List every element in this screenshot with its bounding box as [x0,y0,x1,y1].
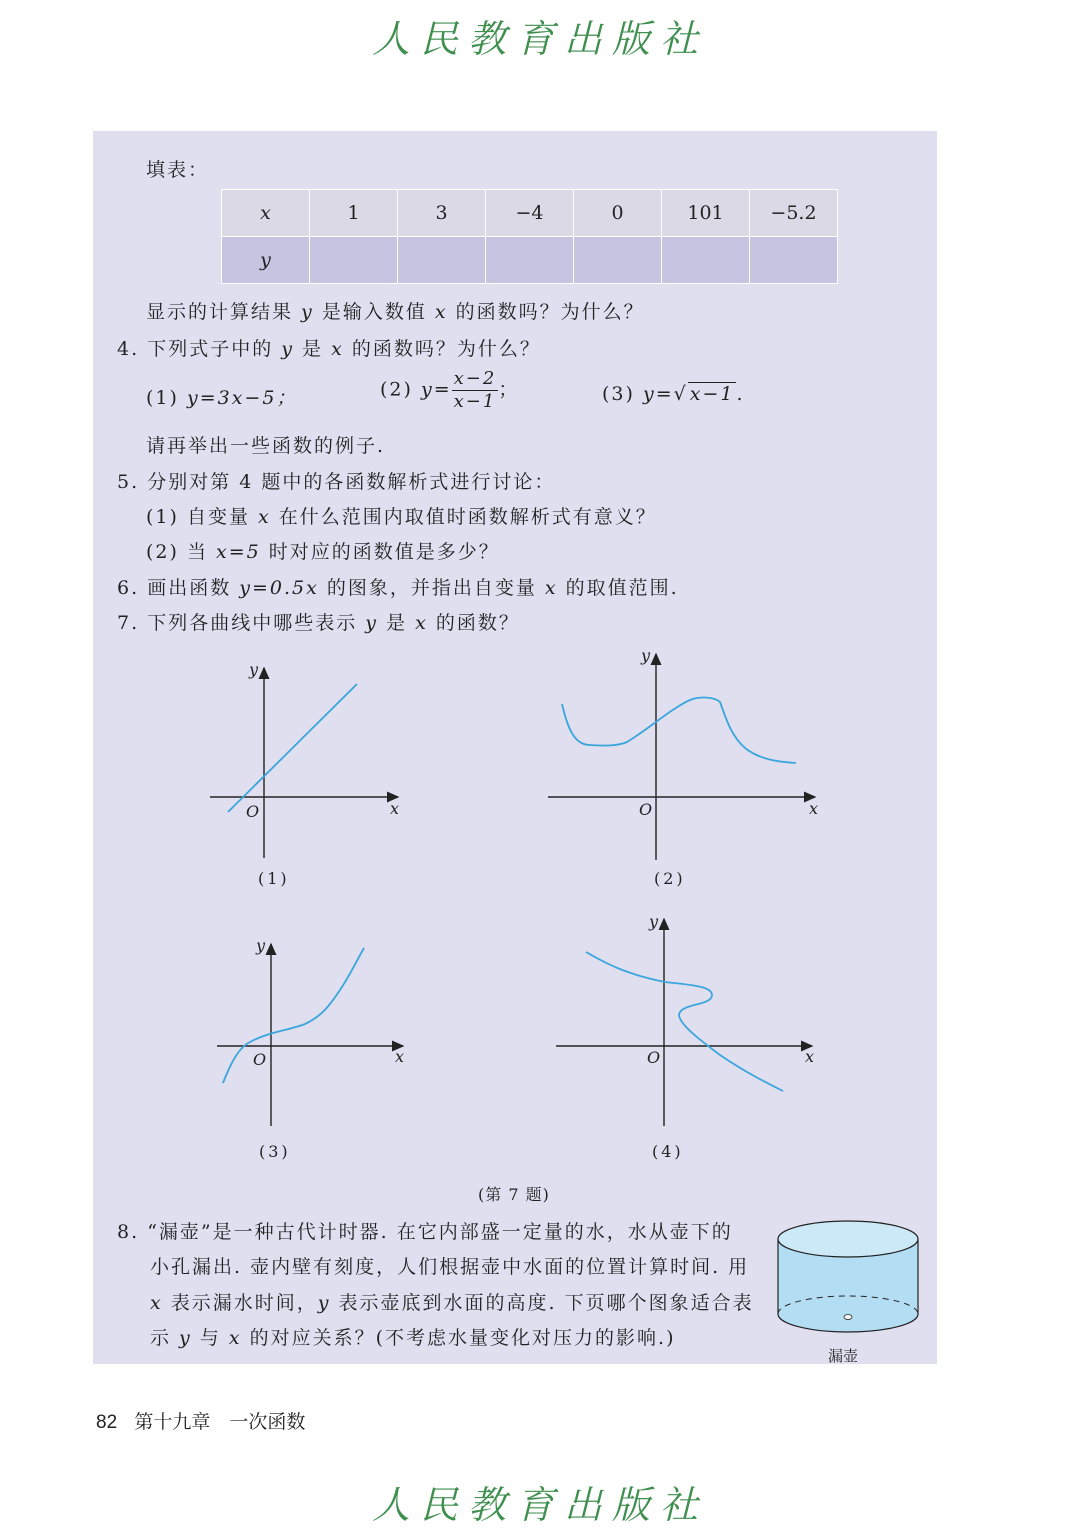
question-7: 7. 下列各曲线中哪些表示 y 是 x 的函数？ [117,612,520,634]
graph-4-origin: O [647,1048,661,1067]
question-8-line-4: 示 y 与 x 的对应关系？(不考虑水量变化对压力的影响.) [150,1327,676,1349]
graph-2 [548,654,815,860]
question-4: 4. 下列式子中的 y 是 x 的函数吗？为什么？ [117,338,541,360]
graph-3-origin: O [253,1050,267,1069]
graph-1-curve [228,684,357,812]
graph-2-curve [562,698,796,763]
graph-3 [217,944,403,1126]
q5-sub1: (1) 自变量 x 在什么范围内取值时函数解析式有意义？ [146,506,657,528]
table-question: 显示的计算结果 y 是输入数值 x 的函数吗？为什么？ [146,301,645,323]
graph-1 [210,668,398,858]
question-5: 5. 分别对第 4 题中的各函数解析式进行讨论： [117,471,556,493]
publisher-watermark-top: 人民教育出版社 [371,17,708,61]
table-header-x: x [222,190,310,237]
graph-4-curve [586,952,783,1091]
graph-1-origin: O [246,802,260,821]
equation-3: (3) y=√ x−1 . [602,383,745,405]
table-cell: 101 [662,190,750,237]
q4-followup: 请再举出一些函数的例子. [146,435,386,457]
table-cell: 1 [310,190,398,237]
figure-caption: (第 7 题) [478,1185,550,1204]
table-cell: 3 [398,190,486,237]
table-cell: 0 [574,190,662,237]
graph-3-y-label: y [256,936,266,955]
graph-4 [556,919,815,1126]
leaking-pot-illustration [778,1221,918,1332]
graph-3-x-label: x [395,1047,405,1066]
publisher-watermark-bottom: 人民教育出版社 [371,1483,708,1527]
graph-3-curve [223,948,364,1083]
table-header-y: y [222,237,310,284]
equation-1: (1) y=3x−5； [146,387,298,409]
graph-2-caption: (2) [654,869,686,888]
equation-2: (2) y= $\frac{x-2}{x-1}$ ； [380,368,520,412]
graph-4-caption: (4) [652,1142,684,1161]
page-footer [96,1407,305,1434]
chapter-title: 第十九章 一次函数 [134,1412,306,1433]
question-8-line-3: x 表示漏水时间，y 表示壶底到水面的高度. 下页哪个图象适合表 [150,1292,754,1314]
graph-3-caption: (3) [259,1142,291,1161]
q5-sub2: (2) 当 x=5 时对应的函数值是多少？ [146,541,500,563]
graph-1-caption: (1) [258,869,290,888]
graph-1-x-label: x [390,799,400,818]
table-intro: 填表： [146,159,210,181]
graph-2-y-label: y [641,646,651,665]
graph-2-origin: O [639,800,653,819]
graph-1-y-label: y [249,660,259,679]
graph-2-x-label: x [809,799,819,818]
pot-hole [844,1315,852,1320]
table-cell: −4 [486,190,574,237]
pot-caption: 漏壶 [828,1348,859,1365]
question-6: 6. 画出函数 y=0.5x 的图象，并指出自变量 x 的取值范围. [117,577,679,599]
graph-4-x-label: x [805,1047,815,1066]
page-number: 82 [96,1412,118,1433]
question-8-line-1: 8. “漏壶”是一种古代计时器. 在它内部盛一定量的水，水从壶下的 [117,1221,733,1243]
question-8-line-2: 小孔漏出. 壶内壁有刻度，人们根据壶中水面的位置计算时间. 用 [150,1256,750,1278]
table-cell: −5.2 [750,190,838,237]
graph-4-y-label: y [649,912,659,931]
